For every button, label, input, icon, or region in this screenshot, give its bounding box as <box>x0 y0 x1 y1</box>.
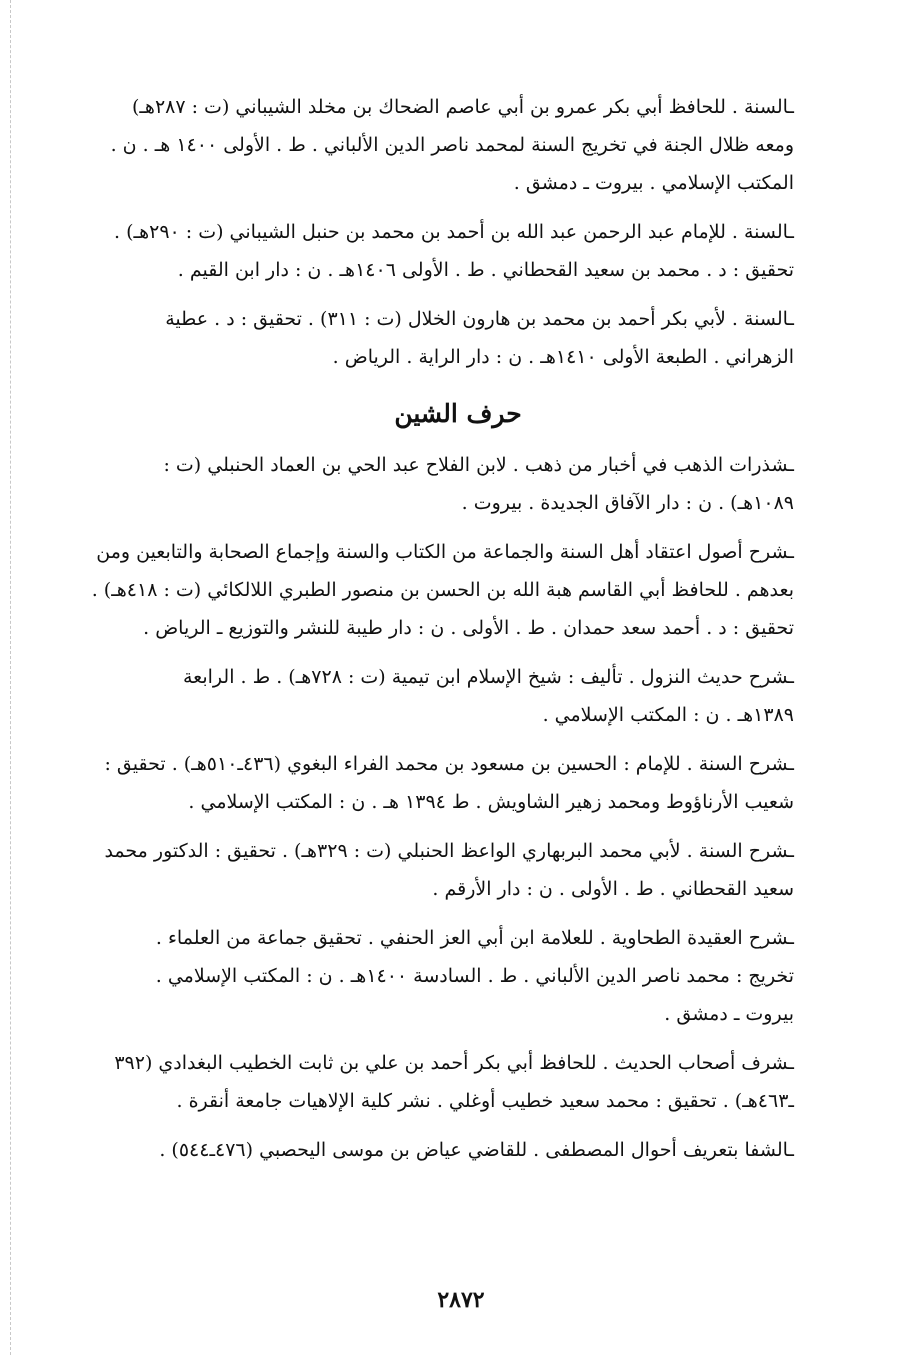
bibliography-entry <box>122 658 794 734</box>
entry-line: بعدهم . للحافظ أبي القاسم هبة الله بن الحسن بن منصور الطبري اللالكائي (ت : ٤١٨هـ) . <box>91 579 794 601</box>
entry-line: المكتب الإسلامي . بيروت ـ دمشق . <box>513 172 794 194</box>
entry-line: تحقيق : د . أحمد سعد حمدان . ط . الأولى . ن : دار طيبة للنشر والتوزيع ـ الرياض . <box>143 617 794 639</box>
entry-line: تخريج : محمد ناصر الدين الألباني . ط . السادسة ١٤٠٠هـ . ن : المكتب الإسلامي . <box>155 965 794 987</box>
bibliography-entry <box>122 919 794 1033</box>
entry-line: ـالشفا بتعريف أحوال المصطفى . للقاضي عياض بن موسى اليحصبي (٤٧٦ـ٥٤٤) . <box>159 1139 794 1161</box>
page-number: ٢٨٧٢ <box>437 1287 485 1313</box>
scan-edge-line <box>10 0 12 1355</box>
entries-top <box>110 88 794 376</box>
bibliography-entry <box>122 1131 794 1169</box>
entry-line: ـالسنة . للإمام عبد الرحمن عبد الله بن أحمد بن محمد بن حنبل الشيباني (ت : ٢٩٠هـ) . <box>114 221 794 243</box>
entry-line: ـالسنة . لأبي بكر أحمد بن محمد بن هارون الخلال (ت : ٣١١) . تحقيق : د . عطية <box>165 308 794 330</box>
bibliography-entry <box>122 300 794 376</box>
bibliography-text <box>91 88 794 1180</box>
entry-line: ـشرح السنة . للإمام : الحسين بن مسعود بن محمد الفراء البغوي (٤٣٦ـ٥١٠هـ) . تحقيق : <box>104 753 794 775</box>
entry-line: ـشرح العقيدة الطحاوية . للعلامة ابن أبي العز الحنفي . تحقيق جماعة من العلماء . <box>155 927 794 949</box>
entry-line: تحقيق : د . محمد بن سعيد القحطاني . ط . الأولى ١٤٠٦هـ . ن : دار ابن القيم . <box>177 259 794 281</box>
entry-line: ومعه ظلال الجنة في تخريج السنة لمحمد ناصر الدين الألباني . ط . الأولى ١٤٠٠ هـ . ن . <box>110 134 794 156</box>
bibliography-entry <box>104 745 794 821</box>
bibliography-entry <box>114 213 794 289</box>
section-heading: حرف الشين <box>394 399 522 428</box>
entry-line: ـشذرات الذهب في أخبار من ذهب . لابن الفلاح عبد الحي بن العماد الحنبلي (ت : <box>163 454 794 476</box>
entry-line: شعيب الأرناؤوط ومحمد زهير الشاويش . ط ١٣٩٤ هـ . ن : المكتب الإسلامي . <box>188 791 794 813</box>
bibliography-entry <box>91 533 794 647</box>
entry-line: ـ٤٦٣هـ) . تحقيق : محمد سعيد خطيب أوغلي . نشر كلية الإلاهيات جامعة أنقرة . <box>176 1090 794 1112</box>
entry-line: الزهراني . الطبعة الأولى ١٤١٠هـ . ن : دار الراية . الرياض . <box>332 346 794 368</box>
entry-line: ـشرح السنة . لأبي محمد البربهاري الواعظ الحنبلي (ت : ٣٢٩هـ) . تحقيق : الدكتور محمد <box>104 840 794 862</box>
entry-line: سعيد القحطاني . ط . الأولى . ن : دار الأرقم . <box>432 878 794 900</box>
entry-line: ١٠٨٩هـ) . ن : دار الآفاق الجديدة . بيروت . <box>461 492 794 514</box>
entry-line: ١٣٨٩هـ . ن : المكتب الإسلامي . <box>542 704 794 726</box>
bibliography-entry <box>114 1044 794 1120</box>
bibliography-entry <box>122 446 794 522</box>
bibliography-entry <box>110 88 794 202</box>
entry-line: ـشرف أصحاب الحديث . للحافظ أبي بكر أحمد بن علي بن ثابت الخطيب البغدادي (٣٩٢ <box>114 1052 794 1074</box>
bibliography-entry <box>104 832 794 908</box>
entry-line: ـشرح حديث النزول . تأليف : شيخ الإسلام ابن تيمية (ت : ٧٢٨هـ) . ط . الرابعة <box>183 666 794 688</box>
entry-line: ـالسنة . للحافظ أبي بكر عمرو بن أبي عاصم الضحاك بن مخلد الشيباني (ت : ٢٨٧هـ) <box>131 96 794 118</box>
entry-line: بيروت ـ دمشق . <box>664 1003 794 1025</box>
entries-bottom <box>91 446 794 1169</box>
entry-line: ـشرح أصول اعتقاد أهل السنة والجماعة من الكتاب والسنة وإجماع الصحابة والتابعين ومن <box>96 541 794 563</box>
